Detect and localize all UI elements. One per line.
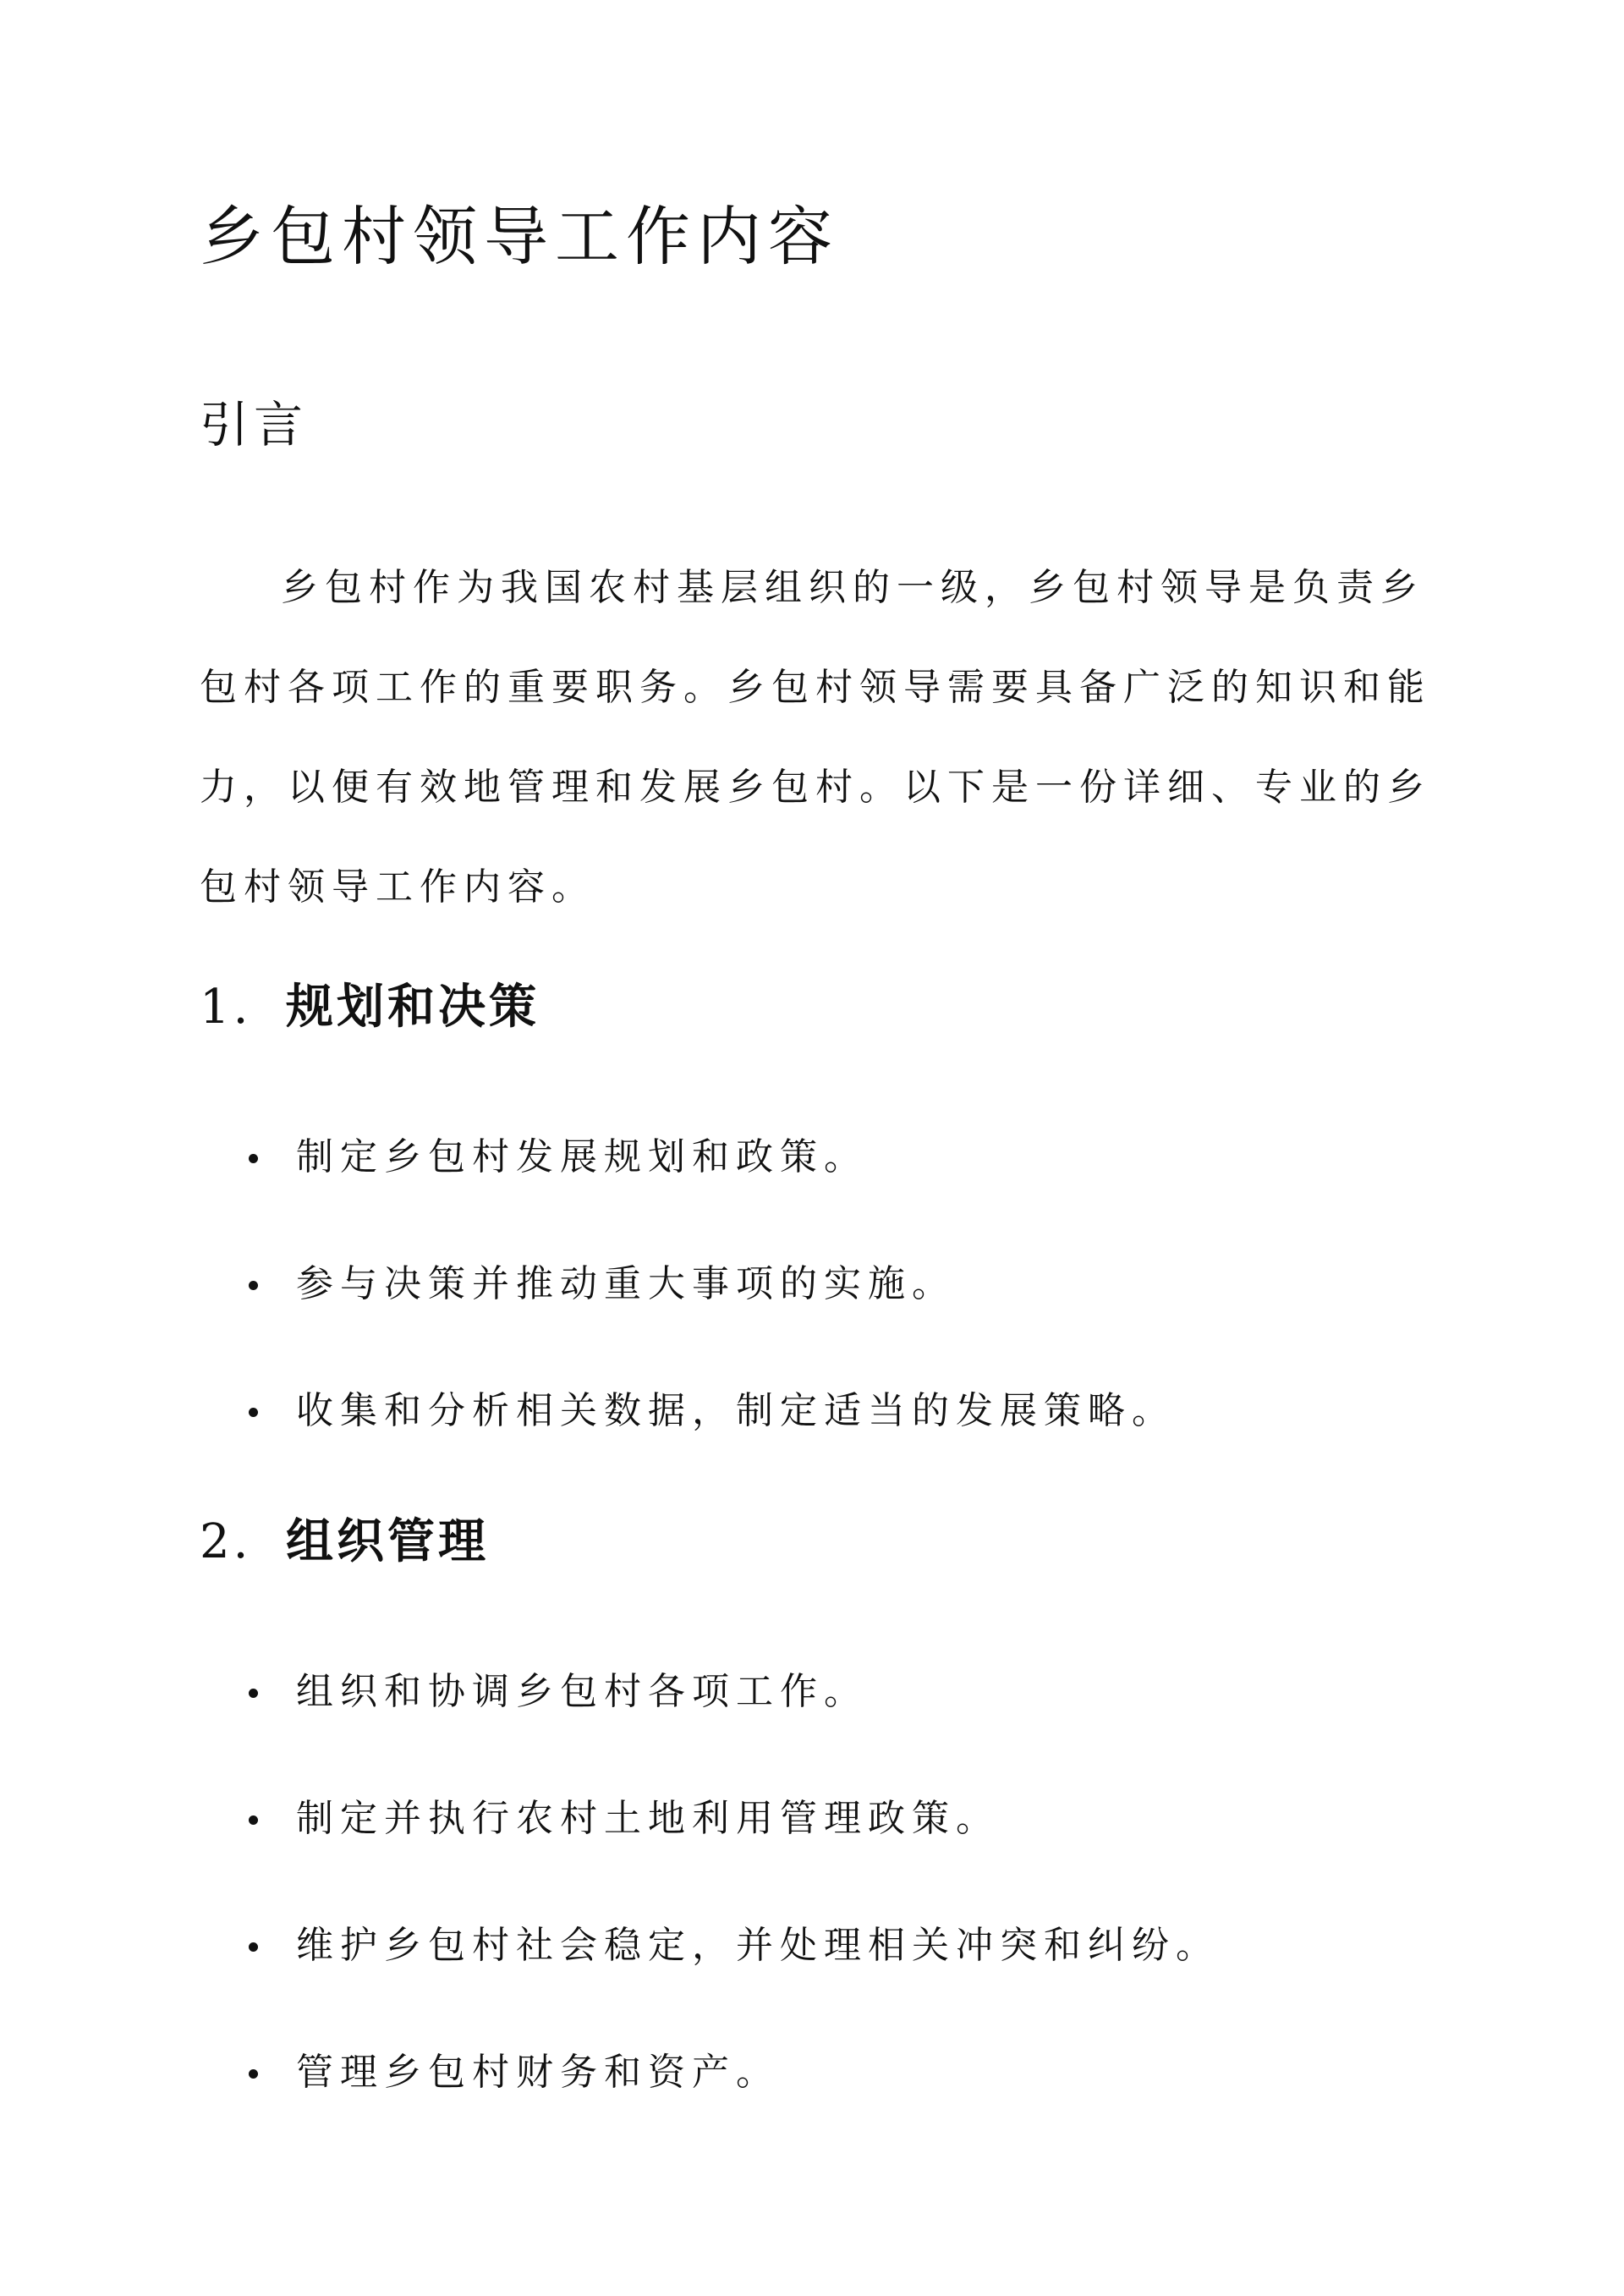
bullet-icon [249, 1408, 258, 1417]
list-item-text: 组织和协调乡包村各项工作。 [296, 1670, 868, 1713]
intro-heading: 引言 [200, 396, 309, 453]
list-item-text: 管理乡包村财务和资产。 [296, 2051, 780, 2094]
intro-paragraph: 乡包村作为我国农村基层组织的一级，乡包村领导是负责乡包村各项工作的重要职务。乡包村领导需要具备广泛的知识和能力，以便有效地管理和发展乡包村。以下是一份详细、专业的乡包村领导工作内容。 [200, 566, 1431, 909]
section-heading-planning [200, 973, 540, 1041]
list-item-text: 收集和分析相关数据，制定适当的发展策略。 [296, 1389, 1176, 1432]
section-title: 组织管理 [286, 1513, 489, 1569]
list-item-text: 参与决策并推动重大事项的实施。 [296, 1262, 956, 1305]
section-number: 2. [200, 1514, 252, 1569]
section-number: 1. [200, 980, 252, 1035]
bullet-icon [249, 1154, 258, 1163]
list-item-text: 维护乡包村社会稳定，并处理相关冲突和纠纷。 [296, 1924, 1220, 1967]
section-title: 规划和决策 [286, 979, 540, 1035]
list-item-text: 制定乡包村发展规划和政策。 [296, 1135, 868, 1178]
bullet-icon [249, 1689, 258, 1698]
bullet-icon [249, 1942, 258, 1952]
list-item-text: 制定并执行农村土地利用管理政策。 [296, 1797, 1000, 1840]
bullet-icon [249, 2069, 258, 2079]
document-title: 乡包村领导工作内容 [200, 199, 839, 274]
bullet-icon [249, 1815, 258, 1825]
section-heading-organization [200, 1508, 489, 1576]
bullet-icon [249, 1281, 258, 1290]
